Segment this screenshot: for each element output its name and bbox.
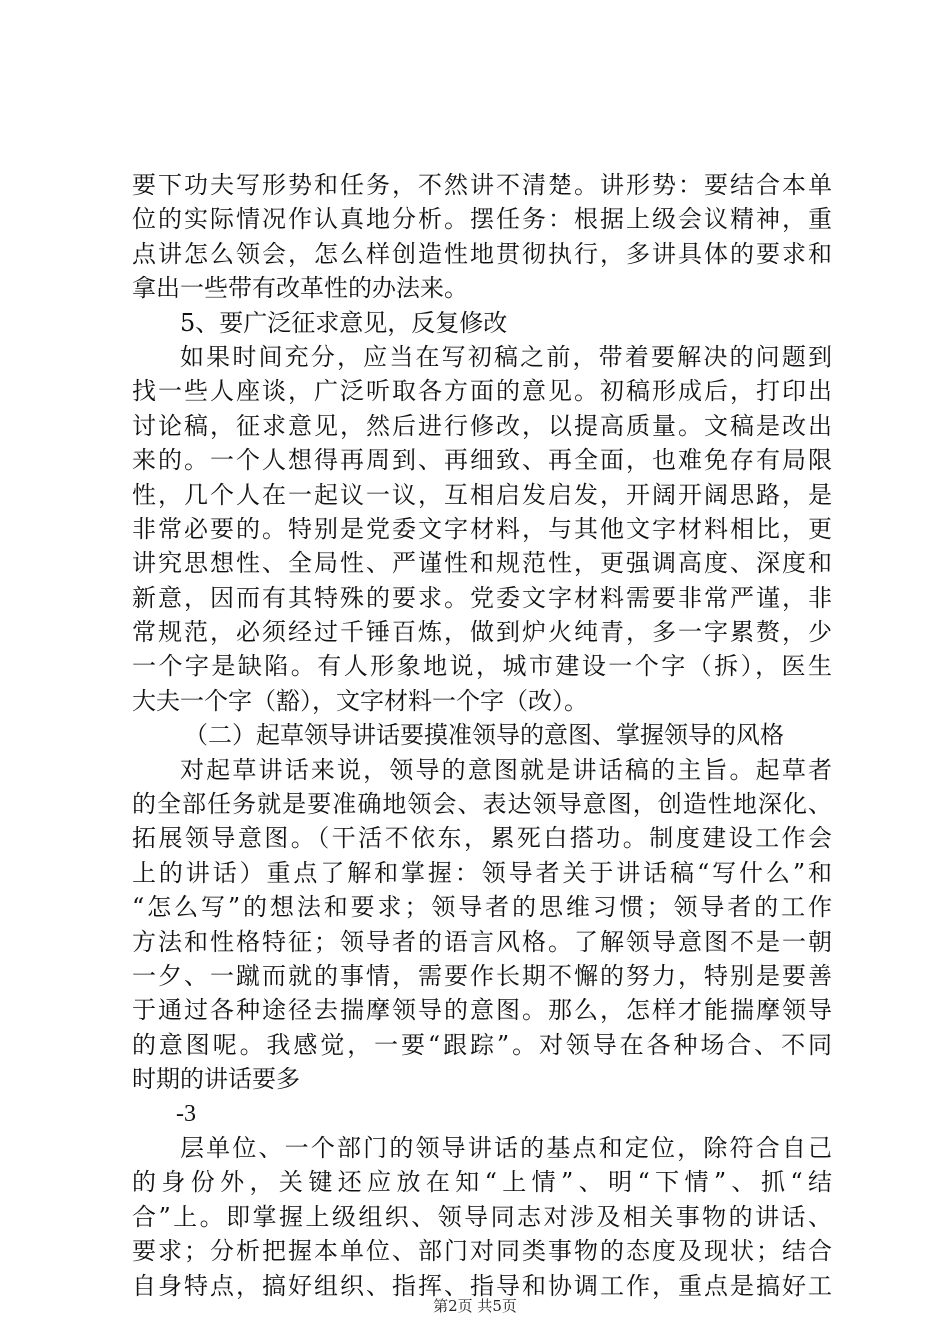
text-line: 要下功夫写形势和任务，不然讲不清楚。讲形势：要结合本单	[132, 171, 832, 199]
text-line: 位的实际情况作认真地分析。摆任务：根据上级会议精神，重	[132, 205, 832, 234]
text-line: 要求；分析把握本单位、部门对同类事物的态度及现状；结合	[132, 1237, 832, 1266]
text-line: 讲究思想性、全局性、严谨性和规范性，更强调高度、深度和	[132, 549, 832, 578]
text-line: 性，几个人在一起议一议，互相启发启发，开阔开阔思路，是	[132, 480, 832, 509]
text-line: 非常必要的。特别是党委文字材料，与其他文字材料相比，更	[132, 514, 832, 543]
text-line: 来的。一个人想得再周到、再细致、再全面，也难免存有局限	[132, 446, 832, 475]
text-line: 于通过各种途径去揣摩领导的意图。那么，怎样才能揣摩领导	[132, 996, 832, 1025]
text-line: 一夕、一蹴而就的事情，需要作长期不懈的努力，特别是要善	[132, 961, 832, 990]
paragraph-first-line: 如果时间充分，应当在写初稿之前，带着要解决的问题到	[180, 342, 832, 371]
paragraph-last-line: 时期的讲话要多	[132, 1065, 300, 1094]
text-line: 自身特点，搞好组织、指挥、指导和协调工作，重点是搞好工	[132, 1271, 832, 1300]
text-line: “怎么写”的想法和要求；领导者的思维习惯；领导者的工作	[132, 893, 832, 922]
section-heading: 5、要广泛征求意见，反复修改	[180, 308, 508, 337]
text-line: 拓展领导意图。（干活不依东，累死白搭功。制度建设工作会	[132, 824, 832, 853]
text-line: 讨论稿，征求意见，然后进行修改，以提高质量。文稿是改出	[132, 411, 832, 440]
section-heading: （二）起草领导讲话要摸准领导的意图、掌握领导的风格	[184, 721, 784, 750]
inline-page-number: -3	[176, 1100, 196, 1127]
text-line: 的全部任务就是要准确地领会、表达领导意图，创造性地深化、	[132, 790, 832, 819]
text-line: 的意图呢。我感觉，一要“跟踪”。对领导在各种场合、不同	[132, 1030, 832, 1059]
text-line: 的身份外，关键还应放在知“上情”、明“下情”、抓“结	[132, 1168, 832, 1197]
text-line: 合”上。即掌握上级组织、领导同志对涉及相关事物的讲话、	[132, 1202, 832, 1231]
paragraph-first-line: 层单位、一个部门的领导讲话的基点和定位，除符合自己	[180, 1133, 832, 1162]
text-line: 上的讲话）重点了解和掌握：领导者关于讲话稿“写什么”和	[132, 858, 832, 887]
text-line: 常规范，必须经过千锤百炼，做到炉火纯青，多一字累赘，少	[132, 618, 832, 647]
text-line: 一个字是缺陷。有人形象地说，城市建设一个字（拆），医生	[132, 652, 832, 681]
text-line: 找一些人座谈，广泛听取各方面的意见。初稿形成后，打印出	[132, 377, 832, 406]
paragraph-first-line: 对起草讲话来说，领导的意图就是讲话稿的主旨。起草者	[180, 755, 832, 784]
page-footer: 第2页 共5页	[433, 1297, 517, 1315]
paragraph-last-line: 大夫一个字（豁），文字材料一个字（改）。	[132, 686, 588, 715]
paragraph-last-line: 拿出一些带有改革性的办法来。	[132, 274, 468, 303]
text-line: 点讲怎么领会，怎么样创造性地贯彻执行，多讲具体的要求和	[132, 239, 832, 268]
document-body	[132, 168, 832, 1303]
text-line: 方法和性格特征；领导者的语言风格。了解领导意图不是一朝	[132, 927, 832, 956]
text-line: 新意，因而有其特殊的要求。党委文字材料需要非常严谨，非	[132, 583, 832, 612]
